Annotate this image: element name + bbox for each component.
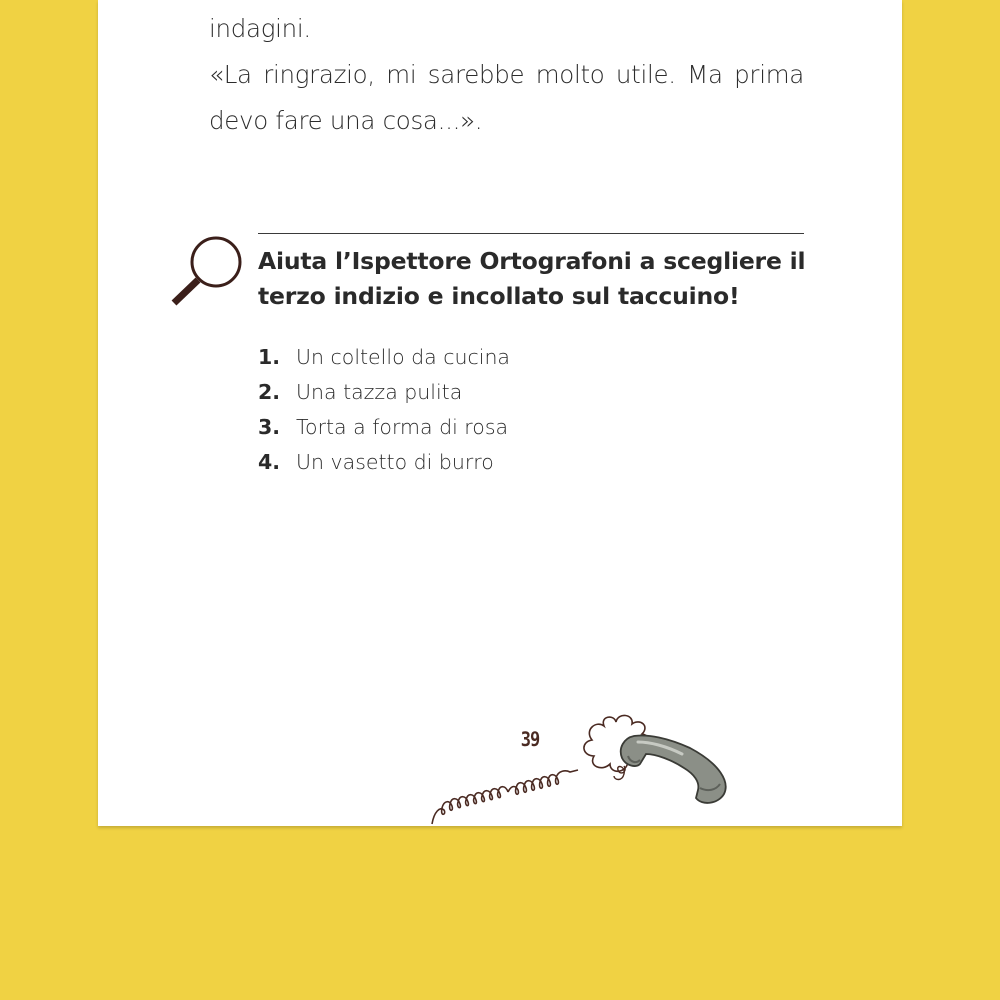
story-text <box>209 6 804 144</box>
page-number: 39 <box>520 728 540 752</box>
option-number: 4. <box>258 450 281 474</box>
story-line-1: indagini. <box>209 14 311 43</box>
magnifying-glass-icon <box>168 234 250 310</box>
option-number: 2. <box>258 380 281 404</box>
option-item[interactable] <box>258 445 510 480</box>
option-text: Una tazza pulita <box>296 380 463 404</box>
section-divider <box>258 233 804 234</box>
option-text: Un vasetto di burro <box>296 450 494 474</box>
telephone-receiver-icon <box>428 708 738 826</box>
option-item[interactable] <box>258 340 510 375</box>
book-page <box>98 0 902 826</box>
activity-question: Aiuta l’Ispettore Ortografoni a scegliere il terzo indizio e incollato sul taccuino! <box>258 247 806 310</box>
options-list <box>258 340 510 480</box>
option-number: 3. <box>258 415 281 439</box>
option-text: Torta a forma di rosa <box>296 415 509 439</box>
option-number: 1. <box>258 345 281 369</box>
option-item[interactable] <box>258 375 510 410</box>
option-text: Un coltello da cucina <box>296 345 510 369</box>
story-paragraph-2: «La ringrazio, mi sarebbe molto utile. Ma prima devo fare una cosa...». <box>209 60 804 135</box>
option-item[interactable] <box>258 410 510 445</box>
